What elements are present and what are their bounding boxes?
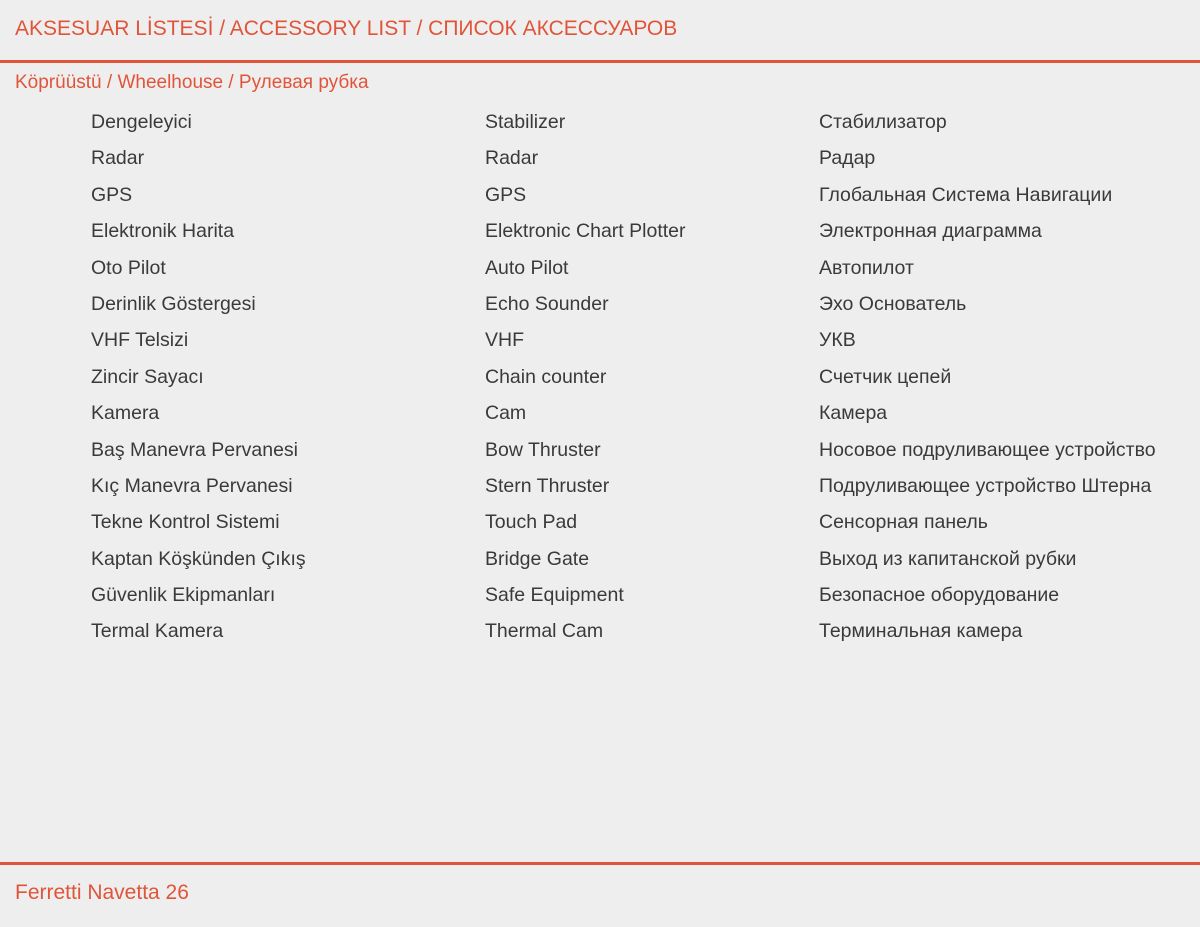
item-russian: Радар bbox=[819, 147, 876, 170]
item-turkish: Termal Kamera bbox=[91, 620, 224, 643]
list-item bbox=[0, 286, 1200, 322]
item-english: Radar bbox=[485, 147, 539, 170]
item-russian: УКВ bbox=[819, 329, 856, 352]
list-item bbox=[0, 613, 1200, 649]
item-russian: Терминальная камера bbox=[819, 620, 1023, 643]
item-russian: Глобальная Система Навигации bbox=[819, 183, 1113, 206]
item-russian: Эхо Основатель bbox=[819, 292, 967, 315]
item-english: VHF bbox=[485, 329, 524, 352]
item-russian: Безопасное оборудование bbox=[819, 584, 1060, 607]
item-turkish: Oto Pilot bbox=[91, 256, 166, 279]
item-english: Bridge Gate bbox=[485, 547, 590, 570]
item-turkish: Derinlik Göstergesi bbox=[91, 292, 256, 315]
item-english: Elektronic Chart Plotter bbox=[485, 220, 686, 243]
item-english: Auto Pilot bbox=[485, 256, 569, 279]
item-russian: Автопилот bbox=[819, 256, 914, 279]
item-english: Cam bbox=[485, 402, 527, 425]
item-turkish: Güvenlik Ekipmanları bbox=[91, 584, 276, 607]
item-english: Echo Sounder bbox=[485, 292, 609, 315]
list-item bbox=[0, 577, 1200, 613]
header-divider bbox=[0, 60, 1200, 63]
list-item bbox=[0, 359, 1200, 395]
list-item bbox=[0, 140, 1200, 176]
item-russian: Подруливающее устройство Штерна bbox=[819, 474, 1152, 497]
list-item bbox=[0, 432, 1200, 468]
item-russian: Выход из капитанской рубки bbox=[819, 547, 1077, 570]
list-item bbox=[0, 213, 1200, 249]
section-title: Köprüüstü / Wheelhouse / Рулевая рубка bbox=[15, 72, 369, 93]
item-english: Bow Thruster bbox=[485, 438, 601, 461]
list-item bbox=[0, 322, 1200, 358]
item-turkish: Kaptan Köşkünden Çıkış bbox=[91, 547, 306, 570]
item-turkish: GPS bbox=[91, 183, 133, 206]
item-english: Safe Equipment bbox=[485, 584, 624, 607]
item-turkish: Kamera bbox=[91, 402, 160, 425]
item-english: Stern Thruster bbox=[485, 474, 610, 497]
item-russian: Электронная диаграмма bbox=[819, 220, 1042, 243]
list-item bbox=[0, 504, 1200, 540]
item-russian: Счетчик цепей bbox=[819, 365, 952, 388]
list-item bbox=[0, 177, 1200, 213]
item-turkish: Kıç Manevra Pervanesi bbox=[91, 474, 293, 497]
item-english: Stabilizer bbox=[485, 111, 566, 133]
accessory-list bbox=[0, 104, 1200, 650]
item-turkish: Dengeleyici bbox=[91, 111, 192, 133]
item-russian: Камера bbox=[819, 402, 888, 425]
footer-divider bbox=[0, 862, 1200, 865]
item-turkish: Radar bbox=[91, 147, 145, 170]
list-item bbox=[0, 541, 1200, 577]
list-item bbox=[0, 104, 1200, 140]
list-item bbox=[0, 468, 1200, 504]
item-russian: Стабилизатор bbox=[819, 111, 947, 133]
list-item bbox=[0, 395, 1200, 431]
item-turkish: Zincir Sayacı bbox=[91, 365, 204, 388]
footer-model-name: Ferretti Navetta 26 bbox=[15, 881, 189, 904]
item-russian: Сенсорная панель bbox=[819, 511, 988, 534]
item-turkish: Tekne Kontrol Sistemi bbox=[91, 511, 280, 534]
list-item bbox=[0, 250, 1200, 286]
item-english: Chain counter bbox=[485, 365, 607, 388]
item-english: Touch Pad bbox=[485, 511, 578, 534]
item-turkish: Elektronik Harita bbox=[91, 220, 235, 243]
page-title: AKSESUAR LİSTESİ / ACCESSORY LIST / СПИСОК АКСЕССУАРОВ bbox=[15, 17, 678, 40]
item-english: Thermal Cam bbox=[485, 620, 604, 643]
item-turkish: Baş Manevra Pervanesi bbox=[91, 438, 299, 461]
item-english: GPS bbox=[485, 183, 527, 206]
item-russian: Носовое подруливающее устройство bbox=[819, 438, 1156, 461]
item-turkish: VHF Telsizi bbox=[91, 329, 189, 352]
